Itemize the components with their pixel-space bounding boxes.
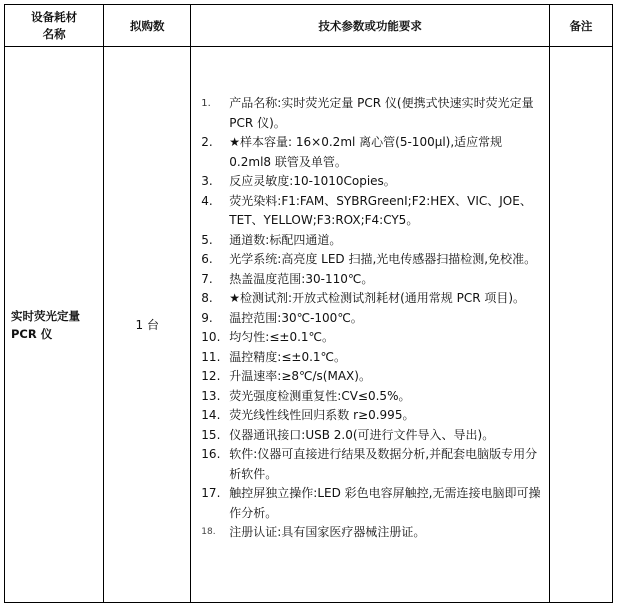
header-name-text: 设备耗材 名称 <box>31 9 78 41</box>
requirement-item <box>201 426 543 446</box>
requirement-text: 升温速率:≥8℃/s(MAX)。 <box>229 369 371 383</box>
requirement-text: 温控范围:30℃-100℃。 <box>229 310 363 325</box>
requirement-number: 12. <box>201 369 221 383</box>
requirement-text: 通道数:标配四通道。 <box>229 232 342 247</box>
requirement-text: 均匀性:≤±0.1℃。 <box>229 330 335 344</box>
requirement-item <box>201 231 543 251</box>
requirement-item <box>201 250 543 270</box>
requirement-text: 光学系统:高亮度 LED 扫描,光电传感器扫描检测,免校准。 <box>229 252 537 266</box>
requirement-item <box>201 523 543 543</box>
note-cell <box>549 47 612 603</box>
requirement-number: 1. <box>201 98 211 109</box>
header-note: 备注 <box>549 5 612 47</box>
requirement-item <box>201 484 543 523</box>
requirement-number: 16. <box>201 447 221 461</box>
requirement-item <box>201 445 543 484</box>
spec-table <box>4 4 613 603</box>
quantity: 1 台 <box>104 47 191 603</box>
requirement-item <box>201 348 543 368</box>
requirement-text: 反应灵敏度:10-1010Copies。 <box>229 174 396 188</box>
requirement-number: 3. <box>201 174 213 188</box>
requirement-item <box>201 387 543 407</box>
requirement-item <box>201 328 543 348</box>
requirement-item <box>201 94 543 133</box>
requirement-text: 荧光线性线性回归系数 r≥0.995。 <box>229 408 415 422</box>
requirement-number: 4. <box>201 193 213 208</box>
requirement-text: ★检测试剂:开放式检测试剂耗材(通用常规 PCR 项目)。 <box>229 291 526 305</box>
requirement-item <box>201 133 543 172</box>
requirement-item <box>201 289 543 309</box>
requirement-item <box>201 406 543 426</box>
requirement-item <box>201 367 543 387</box>
requirement-text: 仪器通讯接口:USB 2.0(可进行文件导入、导出)。 <box>229 427 495 442</box>
requirement-item <box>201 270 543 290</box>
requirement-number: 9. <box>201 310 213 325</box>
requirement-text: 软件:仪器可直接进行结果及数据分析,并配套电脑版专用分析软件。 <box>229 447 538 481</box>
requirement-text: 触控屏独立操作:LED 彩色电容屏触控,无需连接电脑即可操作分析。 <box>229 486 541 520</box>
requirements-list <box>201 94 543 543</box>
device-name-text: 实时荧光定量 PCR 仪 <box>11 308 80 341</box>
requirement-number: 14. <box>201 408 221 422</box>
requirement-text: 荧光强度检测重复性:CV≤0.5%。 <box>229 388 411 403</box>
requirement-number: 10. <box>201 330 221 344</box>
requirements-cell <box>191 47 550 603</box>
requirement-text: 注册认证:具有国家医疗器械注册证。 <box>229 525 426 539</box>
requirement-number: 18. <box>201 527 216 537</box>
requirement-text: 产品名称:实时荧光定量 PCR 仪(便携式快速实时荧光定量 PCR 仪)。 <box>229 96 534 130</box>
requirement-text: 温控精度:≤±0.1℃。 <box>229 349 347 364</box>
requirement-number: 8. <box>201 291 213 305</box>
requirement-number: 15. <box>201 427 221 442</box>
requirement-number: 11. <box>201 349 221 364</box>
requirement-number: 6. <box>201 252 213 266</box>
requirement-item <box>201 192 543 231</box>
requirement-number: 5. <box>201 232 213 247</box>
device-name <box>5 47 104 603</box>
requirement-number: 13. <box>201 388 221 403</box>
header-name <box>5 5 104 47</box>
requirement-item <box>201 172 543 192</box>
header-row <box>5 5 613 47</box>
requirement-text: 热盖温度范围:30-110℃。 <box>229 271 374 286</box>
requirement-number: 2. <box>201 135 213 149</box>
header-qty: 拟购数 <box>104 5 191 47</box>
header-req: 技术参数或功能要求 <box>191 5 550 47</box>
table-row <box>5 47 613 603</box>
requirement-number: 17. <box>201 486 221 500</box>
requirement-text: ★样本容量: 16×0.2ml 离心管(5-100μl),适应常规 0.2ml8 联管及单管。 <box>229 135 503 169</box>
requirement-text: 荧光染料:F1:FAM、SYBRGreenⅠ;F2:HEX、VIC、JOE、TET、YELLOW;F3:ROX;F4:CY5。 <box>229 193 532 227</box>
requirement-number: 7. <box>201 271 213 286</box>
requirement-item <box>201 309 543 329</box>
